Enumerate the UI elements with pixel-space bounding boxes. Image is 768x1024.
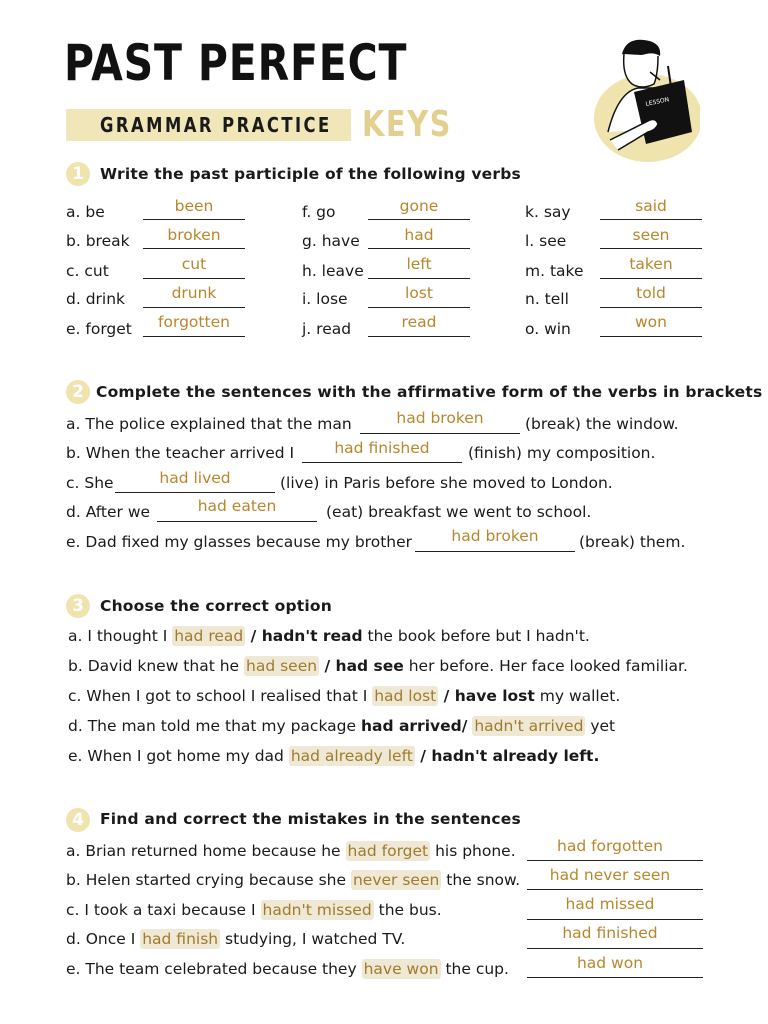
page-title: PAST PERFECT xyxy=(64,34,408,92)
answer-text: had broken xyxy=(396,409,484,427)
option-correct: had read xyxy=(174,627,244,645)
sentence-after: the bus. xyxy=(378,901,442,919)
section-heading: Write the past participle of the following verbs xyxy=(100,165,521,183)
verb-label: d. drink xyxy=(66,290,126,308)
sentence-before: a. I thought I xyxy=(68,627,168,645)
sentence-after: the cup. xyxy=(445,960,509,978)
sentence-before: c. When I got to school I realised that I xyxy=(68,687,368,705)
sentence-before: e. Dad fixed my glasses because my brother xyxy=(66,533,413,551)
answer-text: had won xyxy=(576,954,644,972)
mistake-highlight: had finish xyxy=(142,930,219,948)
option-sentence xyxy=(68,627,590,645)
verb-label: n. tell xyxy=(525,290,569,308)
answer-text: won xyxy=(635,313,667,331)
answer-text: forgotten xyxy=(158,313,230,331)
answer-text: cut xyxy=(181,255,207,273)
verb-label: c. cut xyxy=(66,262,109,280)
option-wrong: have lost xyxy=(454,687,535,705)
sentence-after: (live) in Paris before she moved to London. xyxy=(280,474,613,492)
option-wrong: hadn't already left. xyxy=(431,747,600,765)
mistake-sentence xyxy=(66,960,509,978)
sentence-before: b. When the teacher arrived I xyxy=(66,444,295,462)
answer-text: gone xyxy=(399,197,439,215)
answer-text: had forgotten xyxy=(557,837,663,855)
verb-label: m. take xyxy=(525,262,584,280)
sentence-before: b. Helen started crying because she xyxy=(66,871,347,889)
verb-label: i. lose xyxy=(302,290,348,308)
verb-label: j. read xyxy=(302,320,352,338)
mistake-sentence xyxy=(66,871,520,889)
answer-text: broken xyxy=(167,226,221,244)
answer-text: lost xyxy=(405,284,433,302)
verb-label: b. break xyxy=(66,232,130,250)
answer-text: had finished xyxy=(562,924,658,942)
verb-label: h. leave xyxy=(302,262,364,280)
option-correct: had lost xyxy=(374,687,437,705)
mistake-highlight: never seen xyxy=(352,871,440,889)
mistake-sentence xyxy=(66,842,516,860)
answer-text: taken xyxy=(629,255,673,273)
sentence-after: her before. Her face looked familiar. xyxy=(403,657,688,675)
option-correct: hadn't arrived xyxy=(474,717,584,735)
verb-label: a. be xyxy=(66,203,105,221)
sentence-after: studying, I watched TV. xyxy=(225,930,406,948)
option-separator: / xyxy=(245,627,262,645)
mistake-sentence xyxy=(66,901,442,919)
option-separator: / xyxy=(438,687,455,705)
option-separator: / xyxy=(319,657,336,675)
option-sentence xyxy=(68,747,599,765)
sentence-before: c. She xyxy=(66,474,114,492)
sentence-after: my wallet. xyxy=(534,687,621,705)
answer-text: had finished xyxy=(334,439,430,457)
section-heading: Choose the correct option xyxy=(100,597,332,615)
sentence-after: (break) the window. xyxy=(525,415,679,433)
section-number: 3 xyxy=(66,594,90,618)
sentence-after: the snow. xyxy=(446,871,521,889)
answer-text: drunk xyxy=(171,284,217,302)
verb-label: o. win xyxy=(525,320,571,338)
sentence-before: d. Once I xyxy=(66,930,136,948)
reading-person-illustration xyxy=(588,36,700,164)
answer-text: had broken xyxy=(451,527,539,545)
section-heading: Find and correct the mistakes in the sentences xyxy=(100,810,521,828)
answer-text: had never seen xyxy=(549,866,671,884)
verb-label: g. have xyxy=(302,232,360,250)
sentence-before: a. Brian returned home because he xyxy=(66,842,341,860)
answer-text: had missed xyxy=(565,895,655,913)
sentence-after: yet xyxy=(585,717,616,735)
sentence-after: his phone. xyxy=(435,842,516,860)
sentence-before: e. The team celebrated because they xyxy=(66,960,357,978)
hair xyxy=(622,40,660,56)
sentence-before: c. I took a taxi because I xyxy=(66,901,256,919)
sentence-after: (break) them. xyxy=(579,533,686,551)
section-number: 1 xyxy=(66,162,90,186)
sentence-before: b. David knew that he xyxy=(68,657,240,675)
option-separator: / xyxy=(414,747,432,765)
sentence-before: d. The man told me that my package xyxy=(68,717,357,735)
answer-text: had lived xyxy=(159,469,231,487)
answer-text: had xyxy=(404,226,434,244)
option-sentence xyxy=(68,717,615,735)
mistake-highlight: have won xyxy=(363,960,439,978)
sentence-after: (finish) my composition. xyxy=(468,444,656,462)
option-wrong: had arrived/ xyxy=(360,717,468,735)
keys-label: KEYS xyxy=(362,104,452,145)
sentence-after: (eat) breakfast we went to school. xyxy=(326,503,592,521)
mistake-sentence xyxy=(66,930,405,948)
sentence-before: e. When I got home my dad xyxy=(68,747,284,765)
sentence-before: d. After we xyxy=(66,503,151,521)
answer-text: seen xyxy=(632,226,670,244)
option-wrong: had see xyxy=(335,657,404,675)
section-number: 2 xyxy=(66,380,90,404)
answer-text: had eaten xyxy=(197,497,277,515)
section-number: 4 xyxy=(66,808,90,832)
verb-label: f. go xyxy=(302,203,336,221)
option-sentence xyxy=(68,657,688,675)
answer-text: been xyxy=(174,197,214,215)
option-sentence xyxy=(68,687,620,705)
sentence-after: the book before but I hadn't. xyxy=(362,627,590,645)
verb-label: l. see xyxy=(525,232,567,250)
answer-text: told xyxy=(636,284,666,302)
option-correct: had already left xyxy=(290,747,413,765)
verb-label: k. say xyxy=(525,203,571,221)
option-wrong: hadn't read xyxy=(261,627,363,645)
answer-text: said xyxy=(635,197,667,215)
mistake-highlight: had forget xyxy=(347,842,429,860)
page-subtitle: GRAMMAR PRACTICE xyxy=(100,113,332,137)
book-label: LESSON xyxy=(644,96,670,108)
answer-text: left xyxy=(406,255,432,273)
mistake-highlight: hadn't missed xyxy=(262,901,372,919)
sentence-before: a. The police explained that the man xyxy=(66,415,352,433)
verb-label: e. forget xyxy=(66,320,132,338)
section-heading: Complete the sentences with the affirmative form of the verbs in brackets xyxy=(96,383,763,401)
option-correct: had seen xyxy=(246,657,318,675)
answer-text: read xyxy=(401,313,437,331)
